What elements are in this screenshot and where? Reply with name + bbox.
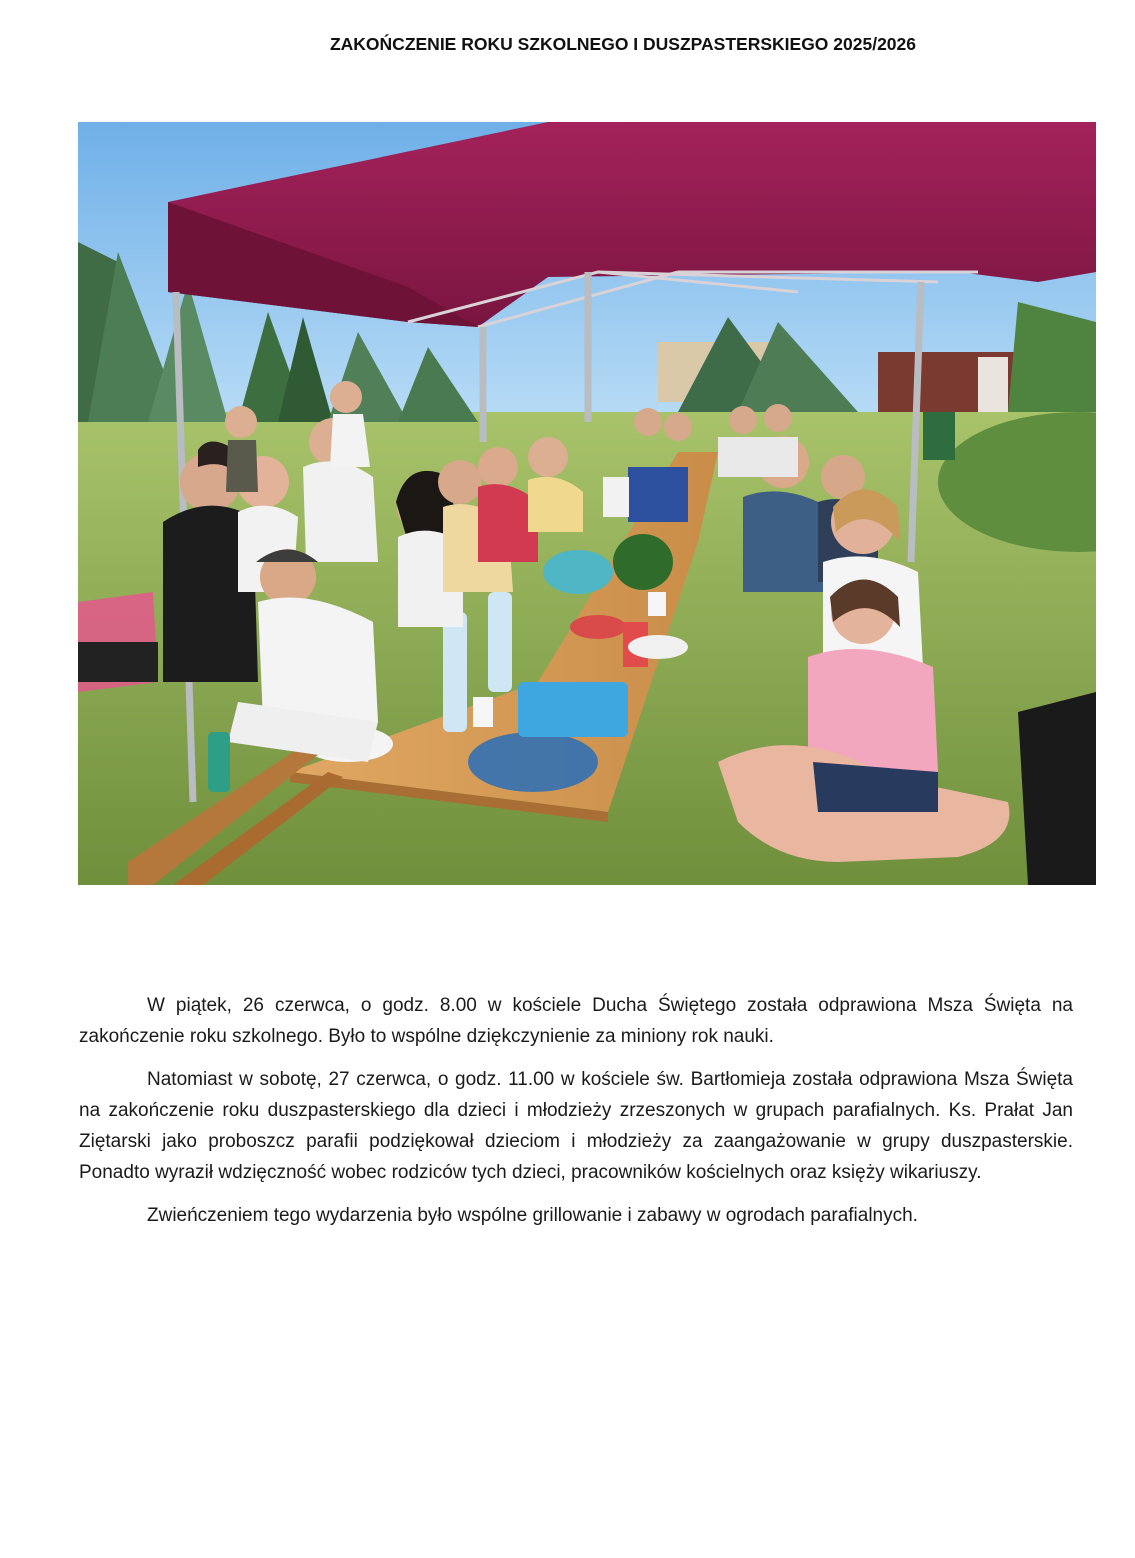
paragraph-1: W piątek, 26 czerwca, o godz. 8.00 w kościele Ducha Świętego została odprawiona Msza Święta na zakończenie roku szkolnego. Było to wspólne dziękczynienie za miniony rok nauki. <box>79 995 1073 1047</box>
article-body <box>79 990 1073 1243</box>
paragraph-3: Zwieńczeniem tego wydarzenia było wspólne grillowanie i zabawy w ogrodach parafialnych. <box>147 1205 918 1226</box>
event-photo-illustration <box>78 122 1096 885</box>
page-title: ZAKOŃCZENIE ROKU SZKOLNEGO I DUSZPASTERSKIEGO 2025/2026 <box>329 34 917 54</box>
paragraph-2: Natomiast w sobotę, 27 czerwca, o godz. 11.00 w kościele św. Bartłomieja została odprawiona Msza Święta na zakończenie roku duszpasterskiego dla dzieci i młodzieży zrzeszonych w grupach parafialnych. Ks. Prałat Jan Ziętarski jako proboszcz parafii podziękował dzieciom i młodzieży za zaangażowanie w grupy duszpasterskie. Ponadto wyraził wdzięczność wobec rodziców tych dzieci, pracowników kościelnych oraz księży wikariuszy. <box>79 1069 1073 1183</box>
event-photo <box>78 122 1096 885</box>
